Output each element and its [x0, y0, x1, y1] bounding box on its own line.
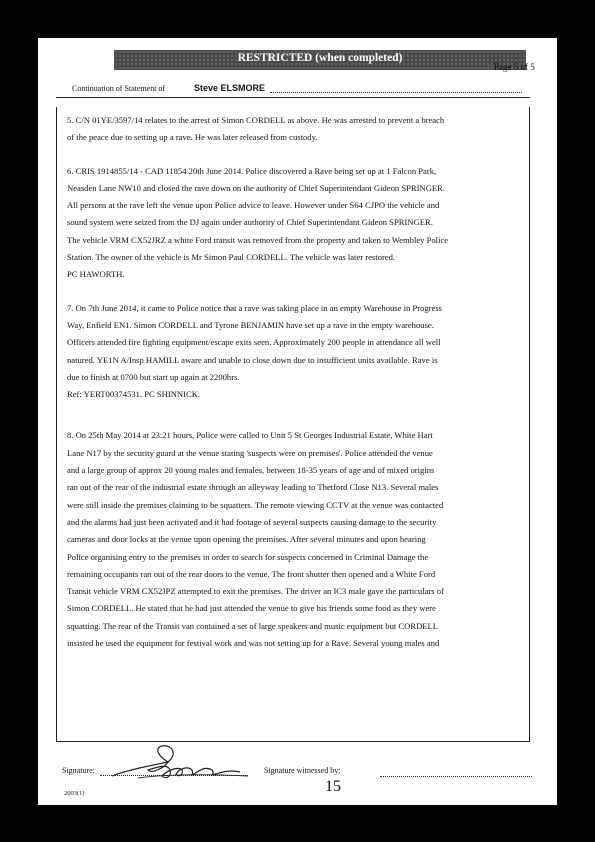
paragraph-line: Police organising entry to the premises in order to search for suspects concerned in Criminal Damage the	[67, 551, 429, 562]
paragraph-line: were still inside the premises claiming to be squatters. The remote viewing CCTV at the venue was contacted	[67, 499, 444, 510]
statement-name-dotted-line	[270, 84, 522, 93]
paragraph-8	[67, 427, 519, 652]
paragraph-line: Simon CORDELL. He stated that he had just attended the venue to give his friends some food as they were	[67, 603, 436, 614]
paragraph-line: 7. On 7th June 2014, it came to Police notice that a rave was taking place in an empty Warehouse in Progress	[67, 302, 443, 313]
paragraph-line: and a large group of approx 20 young males and females, between 18-35 years of age and of mixed origins	[67, 465, 435, 476]
paragraph-line: 8. On 25th May 2014 at 23:21 hours, Police were called to Unit 5 St Georges Industrial Estate, White Hart	[67, 430, 433, 441]
paragraph-line: remaining occupants ran out of the rear doors to the venue. The front shutter then opened and a White Ford	[67, 568, 436, 579]
paragraph-line: Lane N17 by the security guard at the venue stating 'suspects were on premises'. Police attended the venue	[67, 447, 433, 458]
form-code: 2003(1)	[64, 790, 85, 797]
signature-label: Signature:	[62, 766, 95, 775]
paragraph-line: 5. C/N 01YE/3597/14 relates to the arrest of Simon CORDELL as above. He was arrested to prevent a breach	[67, 115, 445, 125]
paragraph-line: squatting. The rear of the Transit van contained a set of large speakers and music equipment but CORDELL	[67, 620, 439, 631]
paragraph-line: Neasden Lane NW10 and closed the rave down on the authority of Chief Superintendant Gideon SPRINGER.	[67, 182, 446, 193]
continuation-label: Continuation of Statement of	[72, 84, 166, 93]
paragraph-line: 6. CRIS 1914855/14 - CAD 11854 20th June 2014. Police discovered a Rave being set up at 1 Falcon Park,	[67, 165, 437, 176]
statement-page	[38, 38, 557, 805]
paragraph-5	[67, 112, 519, 147]
paragraph-line: cameras and door locks at the venue upon opening the premises. After several minutes and upon hearing	[67, 534, 426, 545]
paragraph-line: natured. YE1N A/Insp HAMILL aware and unable to close down due to insufficient units available. Rave is	[67, 354, 438, 365]
paragraph-line: Transit vehicle VRM CX52JPZ attempted to exit the premises. The driver an IC3 male gave the particulars of	[67, 586, 444, 597]
handwritten-signature	[108, 740, 258, 784]
witness-label: Signature witnessed by:	[264, 766, 341, 775]
paragraph-line: The vehicle VRM CX52JRZ a white Ford transit was removed from the property and taken to Wembley Police	[67, 234, 449, 245]
restricted-banner-text: RESTRICTED (when completed)	[237, 52, 403, 64]
paragraph-6	[67, 163, 519, 284]
paragraph-line: All persons at the rave left the venue upon Police advice to leave. However under S64 CJPO the vehicle and	[67, 200, 440, 211]
paragraph-line: sound system were seized from the DJ again under authority of Chief Superintendant Gideon SPRINGER.	[67, 217, 433, 228]
statement-name: Steve ELSMORE	[194, 83, 266, 93]
page-number: Page 5 of 5	[494, 62, 535, 72]
restricted-banner	[114, 50, 526, 70]
paragraph-line: of the peace due to setting up a rave. He was later released from custody.	[67, 132, 318, 143]
paragraph-line: ran out of the rear of the industrial estate through an alleyway leading to Thetford Close N13. Several males	[67, 482, 439, 493]
witness-dotted-line	[380, 768, 532, 777]
paragraph-line: insisted he used the equipment for festival work and was not setting up for a Rave. Several young males and	[67, 638, 440, 649]
paragraph-line: Way, Enfield EN1. Simon CORDELL and Tyrone BENJAMIN have set up a rave in the empty warehouse.	[67, 319, 434, 330]
paragraph-line: and the alarms had just been activated and it had footage of several suspects causing damage to the security	[67, 516, 437, 527]
content-top-rule	[56, 97, 530, 98]
paragraph-line: PC HAWORTH.	[67, 269, 125, 280]
paragraph-line: due to finish at 0700 but start up again at 2200hrs.	[67, 371, 240, 382]
statement-body	[67, 112, 519, 668]
handwritten-page-count: 15	[325, 778, 341, 795]
paragraph-line: Station. The owner of the vehicle is Mr Simon Paul CORDELL. The vehicle was later restored.	[67, 252, 396, 263]
paragraph-line: Officers attended fire fighting equipment/escape exits seen. Approximately 200 people in attendance all well	[67, 337, 441, 348]
paragraph-line: Ref: YERT00374531. PC SHINNICK.	[67, 389, 201, 400]
paragraph-7	[67, 300, 519, 404]
